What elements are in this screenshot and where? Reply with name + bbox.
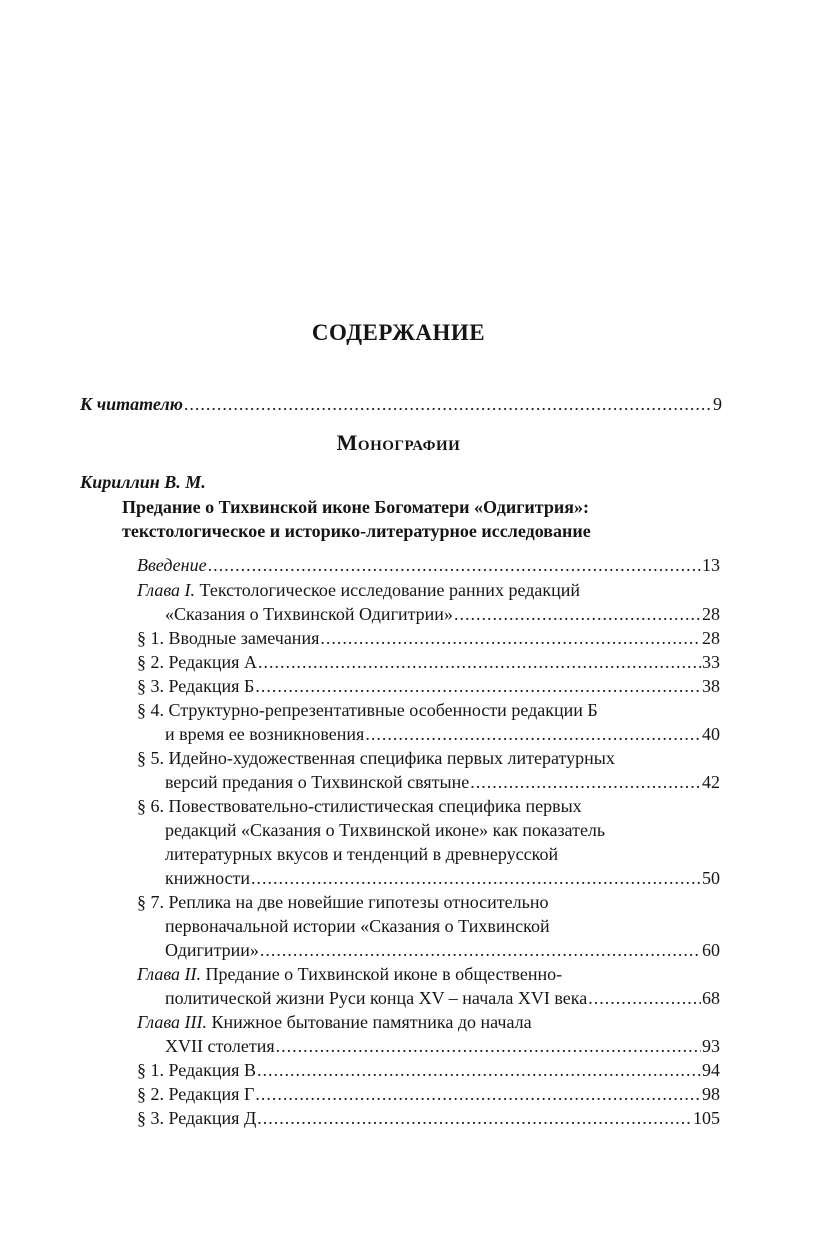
toc-entry-section-cont[interactable] bbox=[165, 770, 720, 794]
toc-page-number: 42 bbox=[702, 772, 720, 792]
toc-entry-section[interactable]: § 4. Структурно-репрезентативные особенности редакции Б bbox=[137, 700, 598, 720]
toc-entry-section[interactable]: § 7. Реплика на две новейшие гипотезы относительно bbox=[137, 892, 549, 912]
toc-page-number: 105 bbox=[693, 1108, 720, 1128]
section-heading: Монографии bbox=[336, 430, 461, 455]
chapter-title: Текстологическое исследование ранних редакций bbox=[195, 580, 580, 600]
book-title-line: текстологическое и историко-литературное исследование bbox=[122, 521, 591, 541]
dot-leader bbox=[255, 674, 701, 698]
toc-entry-section-cont: литературных вкусов и тенденций в древнерусской bbox=[165, 844, 559, 864]
toc-entry-label: § 2. Редакция А bbox=[137, 652, 257, 672]
toc-page-number: 68 bbox=[702, 988, 720, 1008]
toc-page-number: 13 bbox=[702, 555, 720, 575]
toc-entry-label: и время ее возникновения bbox=[165, 724, 365, 744]
toc-page-number: 9 bbox=[713, 394, 722, 414]
dot-leader bbox=[257, 1058, 701, 1082]
book-title-line: Предание о Тихвинской иконе Богоматери «Одигитрия»: bbox=[122, 497, 589, 517]
toc-page-number: 33 bbox=[702, 652, 720, 672]
toc-entry-label: § 3. Редакция Д bbox=[137, 1108, 257, 1128]
dot-leader bbox=[320, 626, 701, 650]
chapter-title: Книжное бытование памятника до начала bbox=[207, 1012, 532, 1032]
toc-entry-label: § 2. Редакция Г bbox=[137, 1084, 255, 1104]
toc-entry-section-cont: редакций «Сказания о Тихвинской иконе» как показатель bbox=[165, 820, 606, 840]
dot-leader bbox=[470, 770, 701, 794]
toc-page-number: 93 bbox=[702, 1036, 720, 1056]
dot-leader bbox=[257, 1106, 692, 1130]
toc-page-number: 40 bbox=[702, 724, 720, 744]
toc-entry-section[interactable] bbox=[137, 1058, 720, 1082]
toc-entry-chapter-1[interactable] bbox=[137, 578, 580, 602]
toc-entry-label: Одигитрии» bbox=[165, 940, 259, 960]
toc-entry-section[interactable]: § 6. Повествовательно-стилистическая специфика первых bbox=[137, 796, 582, 816]
toc-page-number: 98 bbox=[702, 1084, 720, 1104]
toc-entry-label: К читателю bbox=[80, 394, 183, 414]
toc-entry-label: Введение bbox=[137, 555, 207, 575]
toc-entry-section[interactable] bbox=[137, 674, 720, 698]
dot-leader bbox=[260, 938, 701, 962]
chapter-prefix: Глава I. bbox=[137, 580, 196, 600]
chapter-title: Предание о Тихвинской иконе в общественно- bbox=[201, 964, 563, 984]
dot-leader bbox=[208, 553, 701, 577]
toc-entry-section-cont[interactable] bbox=[165, 938, 720, 962]
dot-leader bbox=[255, 1082, 701, 1106]
toc-entry-label: политической жизни Руси конца XV – начала XVI века bbox=[165, 988, 588, 1008]
toc-entry-section-cont[interactable] bbox=[165, 866, 720, 890]
toc-entry-section-cont[interactable] bbox=[165, 722, 720, 746]
toc-page-number: 50 bbox=[702, 868, 720, 888]
toc-entry-chapter-3-cont[interactable] bbox=[165, 1034, 720, 1058]
toc-entry-chapter-3[interactable] bbox=[137, 1010, 532, 1034]
toc-entry-foreword[interactable] bbox=[80, 392, 722, 416]
dot-leader bbox=[258, 650, 701, 674]
toc-entry-section[interactable] bbox=[137, 1082, 720, 1106]
toc-entry-section[interactable] bbox=[137, 1106, 720, 1130]
toc-entry-label: «Сказания о Тихвинской Одигитрии» bbox=[165, 604, 453, 624]
toc-entry-section[interactable]: § 5. Идейно-художественная специфика первых литературных bbox=[137, 748, 615, 768]
toc-entry-section[interactable] bbox=[137, 626, 720, 650]
toc-entry-label: § 3. Редакция Б bbox=[137, 676, 255, 696]
toc-entry-intro[interactable] bbox=[137, 553, 720, 577]
toc-entry-label: книжности bbox=[165, 868, 251, 888]
dot-leader bbox=[454, 602, 701, 626]
dot-leader bbox=[276, 1034, 701, 1058]
toc-page-number: 28 bbox=[702, 604, 720, 624]
dot-leader bbox=[588, 986, 701, 1010]
toc-page-number: 38 bbox=[702, 676, 720, 696]
toc-entry-chapter-2-cont[interactable] bbox=[165, 986, 720, 1010]
dot-leader bbox=[184, 392, 712, 416]
toc-entry-label: § 1. Вводные замечания bbox=[137, 628, 320, 648]
toc-entry-label: § 1. Редакция В bbox=[137, 1060, 256, 1080]
toc-entry-section-cont: первоначальной истории «Сказания о Тихвинской bbox=[165, 916, 550, 936]
chapter-prefix: Глава III. bbox=[137, 1012, 208, 1032]
toc-page-number: 94 bbox=[702, 1060, 720, 1080]
dot-leader bbox=[251, 866, 701, 890]
toc-entry-label: XVII столетия bbox=[165, 1036, 275, 1056]
author-name: Кириллин В. М. bbox=[80, 472, 206, 492]
chapter-prefix: Глава II. bbox=[137, 964, 202, 984]
toc-entry-label: версий предания о Тихвинской святыне bbox=[165, 772, 470, 792]
toc-page-number: 60 bbox=[702, 940, 720, 960]
toc-entry-section[interactable] bbox=[137, 650, 720, 674]
dot-leader bbox=[365, 722, 701, 746]
toc-entry-chapter-1-cont[interactable] bbox=[165, 602, 720, 626]
page-title: СОДЕРЖАНИЕ bbox=[311, 320, 486, 345]
toc-page-number: 28 bbox=[702, 628, 720, 648]
toc-entry-chapter-2[interactable] bbox=[137, 962, 562, 986]
